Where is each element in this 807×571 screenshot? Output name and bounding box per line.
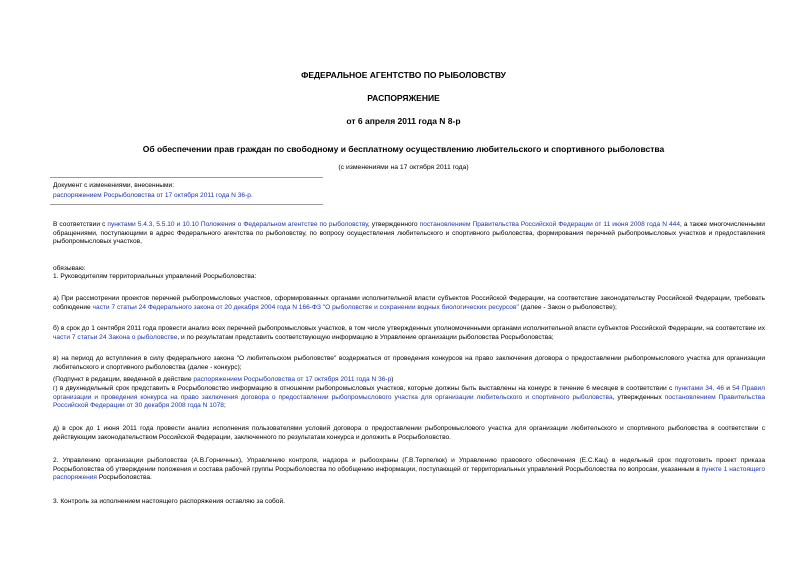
item-2-text: 2. Управлению организации рыболовства (А.В.Горничных), Управлению контроля, надзора и рыбоохраны (Г.В.Терпелюк) и Управлению правового обеспечения (Е.С.Кац) в недельный срок подготовить проект приказа Росрыболовства об утверждении положения и состава рабочей группы Росрыболовства по обобщению информации, поступающей от территориальных управлений Росрыболовства по вопросам, указанным в — [53, 457, 765, 473]
item-2-text: Росрыболовства. — [97, 474, 152, 482]
item-1v-note-text: (Подпункт в редакции, введенной в действие — [53, 376, 194, 383]
date-number-heading: от 6 апреля 2011 года N 8-р — [346, 116, 461, 126]
amend-box-link[interactable]: распоряжением Росрыболовства от 17 октября 2011 года N 36-р. — [53, 192, 253, 199]
item-1v: в) на период до вступления в силу федерального закона "О любительском рыболовстве" воздержаться от проведения конкурсов на право заключения договора о предоставлении рыбопромыслового участка для организации любительского и спортивного рыболовства (далее - конкурс); — [53, 355, 765, 371]
link-government-decree-1078[interactable]: постановлением Правительства Российской Федерации от 30 декабря 2008 года N 1078 — [53, 393, 765, 410]
link-points-34-46[interactable]: пунктами 34, 46 — [674, 385, 724, 392]
link-fisheries-law-art24[interactable]: части 7 статьи 24 Федерального закона от 20 декабря 2004 года N 166-ФЗ "О рыболовстве и сохранении водных биологических ресурсов" — [92, 303, 519, 311]
link-law-part7-art24[interactable]: части 7 статьи 24 Закона о рыболовстве — [53, 333, 178, 341]
item-1g-text: г) в двухнедельный срок представить в Росрыболовство информацию в отношении рыбопромысловых участков, которые должны быть выставлены на конкурс в течение 6 месяцев в соответствии с — [53, 385, 675, 392]
item-1g-text: ; — [223, 402, 226, 410]
item-1g — [53, 385, 765, 411]
obliges-line: обязываю: — [53, 265, 86, 272]
intro-text: , утвержденного — [367, 221, 420, 228]
link-government-decree-444[interactable]: постановлением Правительства Российской Федерации от 11 июня 2008 года N 444 — [419, 221, 681, 228]
amendment-note: (с изменениями на 17 октября 2011 года) — [338, 164, 469, 171]
item-1b — [53, 325, 765, 342]
intro-text: В соответствии с — [53, 221, 108, 228]
item-1b-text: б) в срок до 1 сентября 2011 года провести анализ всех перечней рыбопромысловых участков, в том числе утвержденных уполномоченными органами исполнительной власти субъектов Российской Федерации, на соответствие их — [53, 325, 765, 332]
item-1a-text: а) При рассмотрении проектов перечней рыбопромысловых участков, сформированных органами исполнительной власти субъектов Российской Федерации, на соответствие законодательству Российской Федерации, требовать соблюдение — [53, 295, 765, 311]
intro-paragraph — [53, 221, 765, 247]
item-1a-text: (далее - Закон о рыболовстве); — [518, 303, 617, 311]
item-2 — [53, 457, 765, 483]
doc-type-heading: РАСПОРЯЖЕНИЕ — [367, 93, 440, 103]
link-rules-point-54[interactable]: 54 Правил организации и проведения конкурса на право заключения договора о предоставлении рыбопромыслового участка для организации любительского и спортивного рыболовства — [53, 385, 765, 401]
agency-heading: ФЕДЕРАЛЬНОЕ АГЕНТСТВО ПО РЫБОЛОВСТВУ — [301, 70, 506, 80]
item-1g-text: и — [724, 385, 733, 392]
item-1d: д) в срок до 1 июня 2011 года провести анализ исполнения пользователями условий договора о предоставлении рыбопромыслового участка для организации любительского и спортивного рыболовства в соответствии с действующим законодательством Российской Федерации, заключенного по результатам конкурса и доложить в Росрыболовство. — [53, 425, 765, 441]
link-order-36r[interactable]: распоряжением Росрыболовства от 17 октября 2011 года N 36-р — [193, 376, 392, 383]
item-1v-note-text: ) — [391, 376, 394, 383]
item-1v-note — [53, 376, 765, 385]
intro-text: , а также многочисленными обращениями, поступающими в адрес Федерального агентства по рыболовству, по вопросу осуществления любительского и спортивного рыболовства, формирования перечней рыбопромысловых участков и предоставления рыбопромысловых участков, — [53, 221, 765, 246]
amend-box — [53, 181, 323, 201]
item-1b-text: , и по результатам представить соответствующую информацию в Управление организации рыболовства Росрыболовства; — [177, 333, 554, 341]
amend-box-label: Документ с изменениями, внесенными: — [53, 182, 175, 189]
link-point-1-order[interactable]: пункте 1 настоящего распоряжения — [53, 465, 765, 482]
link-regulation-points[interactable]: пунктами 5.4.3, 5.5.10 и 10.10 Положения о Федеральном агентстве по рыболовству — [107, 221, 368, 228]
item-1a — [53, 295, 765, 312]
item-3: 3. Контроль за исполнением настоящего распоряжения оставляю за собой. — [53, 498, 285, 505]
document-title: Об обеспечении прав граждан по свободному и бесплатному осуществлению любительского и спортивного рыболовства — [142, 144, 665, 154]
amend-box-top-rule — [50, 177, 323, 178]
amend-box-bottom-rule — [50, 204, 323, 205]
item-1g-text: , утвержденных — [612, 393, 665, 401]
item-1: 1. Руководителям территориальных управлений Росрыболовства: — [53, 273, 257, 280]
